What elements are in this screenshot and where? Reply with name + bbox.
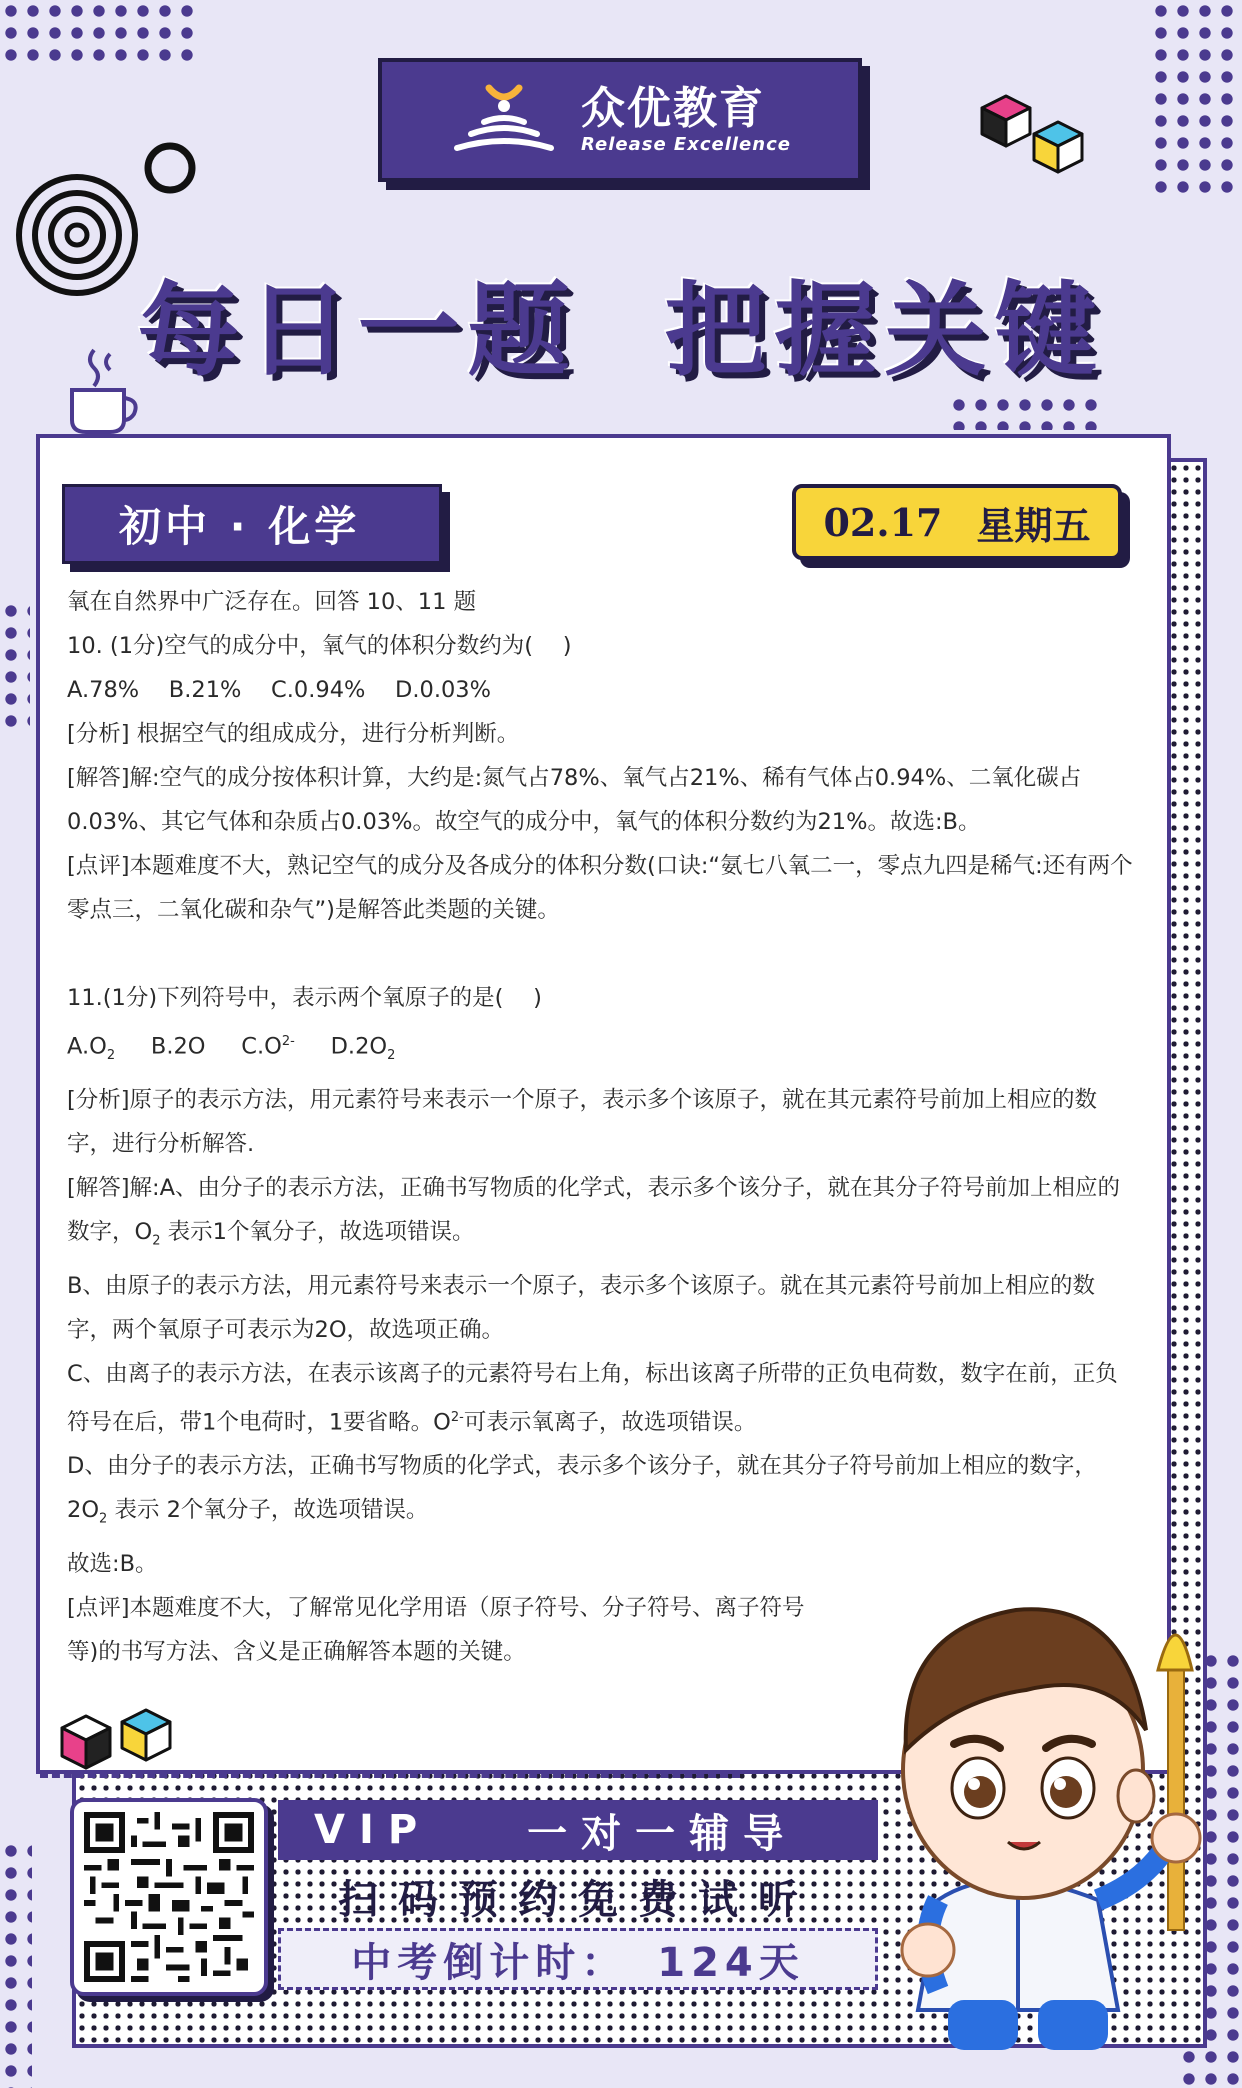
intro-text: 氧在自然界中广泛存在。回答 10、11 题 [67,589,477,615]
q11-option-d: D.2O [330,1033,388,1060]
decor-dots-bottom-left [0,1840,32,2088]
q11-comment-line2: 等)的书写方法、含义是正确解答本题的关键。 [67,1638,526,1665]
decor-dots-mid-right [948,394,1098,430]
q11-option-a: A.O [67,1033,107,1060]
qr-code[interactable] [70,1798,268,1996]
q11-answer: 故选:B。 [67,1550,158,1577]
decor-dots-top-left [0,0,200,66]
q10-analysis: [分析] 根据空气的组成成分，进行分析判断。 [67,721,520,747]
q11-solution-d: D、由分子的表示方法，正确书写物质的化学式，表示多个该分子，就在其分子符号前加上相应的数字，$2O_2$ 表示 2个氧分子，故选项错误。 [67,1453,1097,1527]
q11-solution-c: C、由离子的表示方法，在表示该离子的元素符号右上角，标出该离子所带的正负电荷数，数字在前，正负符号在后，带1个电荷时，1要省略。$O^{2-}$可表示氧离子，故选项错误。 [67,1360,1118,1435]
subject-tag: 初中 · 化学 [62,484,442,564]
brand-name-en: Release Excellence [581,133,791,155]
qr-code-image [84,1812,254,1982]
q11-comment-line1: [点评]本题难度不大，了解常见化学用语（原子符号、分子符号、离子符号 [67,1594,805,1621]
q11-solution-a: [解答]解:A、由分子的表示方法，正确书写物质的化学式，表示多个该分子，就在其分子符号前加上相应的数字，$O_2$ 表示1个氧分子，故选项错误。 [67,1175,1121,1249]
date-day: 02.17 [823,499,943,545]
q11-options: $A.O_2$ B.2O $C.O^{2-}$ $D.2O_2$ [67,1033,396,1063]
countdown-value: 124天 [657,1939,805,1986]
q11-solution-b: B、由原子的表示方法，用元素符号来表示一个原子，表示多个该原子。就在其元素符号前加上相应的数字，两个氧原子可表示为2O，故选项正确。 [67,1272,1095,1343]
mascot-boy-illustration [868,1560,1208,2060]
q10-comment: [点评]本题难度不大，熟记空气的成分及各成分的体积分数(口诀:“氨七八氧二一，零点九四是稀气:还有两个零点三，二氧化碳和杂气”)是解答此类题的关键。 [67,853,1133,923]
decor-dots-left [0,600,30,730]
vip-label: VIP [314,1807,432,1853]
vip-banner[interactable] [278,1800,878,1860]
q11-analysis: [分析]原子的表示方法，用元素符号来表示一个原子，表示多个该原子，就在其元素符号前加上相应的数字，进行分析解答. [67,1087,1098,1157]
decor-dots-top-right [1150,0,1242,200]
q10-options: A.78% B.21% C.0.94% D.0.03% [67,677,492,703]
q11-option-b: B.2O [150,1033,206,1060]
q11-question: 11.(1分)下列符号中，表示两个氧原子的是( ) [67,985,542,1011]
cube-decor-bottom-left [56,1706,182,1776]
headline: 每日一题 把握关键 [137,272,1105,391]
date-tag [792,484,1122,560]
countdown-label: 中考倒计时： [351,1939,628,1986]
q11-option-c: C.O [241,1033,282,1060]
brand-logo-icon [449,80,559,160]
date-weekday: 星期五 [976,502,1091,548]
brand-logo [378,58,862,182]
ring-decor [142,140,198,196]
tutoring-label: 一对一辅导 [527,1810,798,1857]
free-trial-text: 扫码预约免费试听 [338,1876,818,1923]
exam-countdown [278,1928,878,1990]
brand-name-cn: 众优教育 [581,83,766,135]
footer-dashed-line [40,1774,740,1778]
q10-solution: [解答]解:空气的成分按体积计算，大约是:氮气占78%、氧气占21%、稀有气体占0.94%、二氧化碳占0.03%、其它气体和杂质占0.03%。故空气的成分中，氧气的体积分数约为21%。故选:B。 [67,765,1082,835]
q10-question: 10. (1分)空气的成分中，氧气的体积分数约为( ) [67,633,572,659]
cube-decor-top-right [972,88,1092,178]
question-content [67,580,1137,1674]
